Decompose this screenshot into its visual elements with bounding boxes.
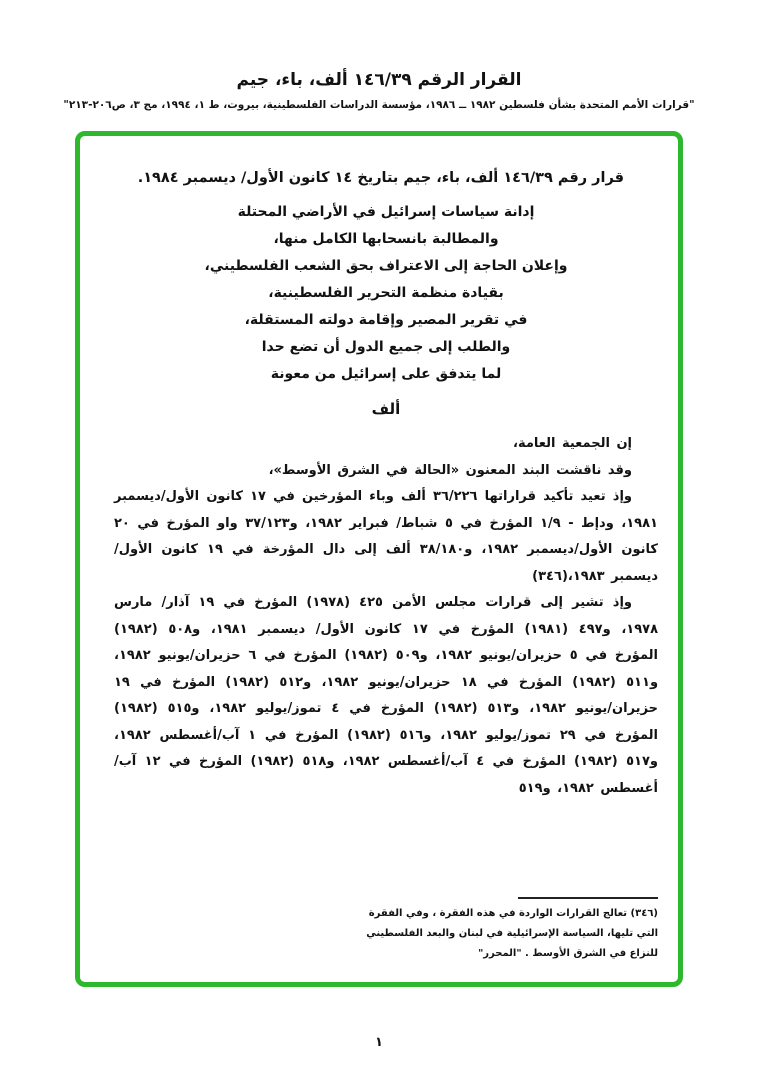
resolution-title-line: بقيادة منظمة التحرير الفلسطينية، <box>268 285 504 301</box>
resolution-title-block <box>114 199 658 388</box>
resolution-title-line: والمطالبة بانسحابها الكامل منها، <box>273 231 499 247</box>
resolution-title-line: والطلب إلى جميع الدول أن تضع حدا <box>261 339 511 355</box>
paragraph <box>114 431 658 458</box>
paragraph-lead: وقد ناقشت <box>556 462 632 478</box>
resolution-title-line: في تقرير المصير وإقامة دولته المستقلة، <box>244 312 528 328</box>
paragraph-text: قراراتها ٣٦/٢٢٦ ألف وباء المؤرخين في ١٧ كانون الأول/ديسمبر ١٩٨١، ودإط - ١/٩ المؤرخ في ٥ شباط/ فبراير ١٩٨٢، و٣٧/١٢٣ واو المؤرخ في ٢٠ كانون الأول/ديسمبر ١٩٨٢، و٣٨/١٨٠ ألف إلى دال المؤرخة في ١٩ كانون الأول/ ديسمبر ١٩٨٣،(٣٤٦) <box>114 489 658 584</box>
resolution-box <box>75 131 683 987</box>
source-citation: "قرارات الأمم المتحدة بشأن فلسطين ١٩٨٢ ــ ١٩٨٦، مؤسسة الدراسات الفلسطينية، بيروت، ط ١، ١٩٩٤، مج ٣، ص٢٠٦-٢١٣" <box>63 99 695 111</box>
paragraph-lead: إن الجمعية العامة، <box>513 436 632 451</box>
footnote <box>358 887 658 964</box>
resolution-body <box>114 431 658 802</box>
paragraph <box>114 590 658 802</box>
paragraph-lead: وإذ تشير <box>572 595 632 610</box>
paragraph <box>114 458 658 485</box>
paragraph-text: البند المعنون «الحالة في الشرق الأوسط»، <box>268 462 557 478</box>
paragraph-text: إلى قرارات مجلس الأمن ٤٢٥ (١٩٧٨) المؤرخ في ١٩ آذار/ مارس ١٩٧٨، و٤٩٧ (١٩٨١) المؤرخ في ١٧ كانون الأول/ ديسمبر ١٩٨١، و٥٠٨ (١٩٨٢) المؤرخ في ٥ حزيران/يونيو ١٩٨٢، و٥٠٩ (١٩٨٢) المؤرخ في ٦ حزيران/يونيو ١٩٨٢، و٥١١ (١٩٨٢) المؤرخ في ١٨ حزيران/يونيو ١٩٨٢، و٥١٢ (١٩٨٢) المؤرخ في ١٩ حزيران/يونيو ١٩٨٢، و٥١٣ (١٩٨٢) المؤرخ في ٤ تموز/يوليو ١٩٨٢، و٥١٥ (١٩٨٢) المؤرخ في ٢٩ تموز/يوليو ١٩٨٢، و٥١٦ (١٩٨٢) المؤرخ في ١ آب/أغسطس ١٩٨٢، و٥١٧ (١٩٨٢) المؤرخ في ٤ آب/أغسطس ١٩٨٢، و٥١٨ (١٩٨٢) المؤرخ في ١٢ آب/أغسطس ١٩٨٢، و٥١٩ <box>114 595 659 796</box>
document-header <box>0 0 758 111</box>
resolution-title-line: إدانة سياسات إسرائيل في الأراضي المحتلة <box>237 204 535 220</box>
resolution-title-line: وإعلان الحاجة إلى الاعتراف بحق الشعب الفلسطيني، <box>204 258 568 274</box>
section-label: ألف <box>371 400 401 418</box>
document-title: القرار الرقم ١٤٦/٣٩ ألف، باء، جيم <box>236 70 522 90</box>
paragraph-lead: وإذ تعيد تأكيد <box>543 489 632 504</box>
footnote-text: (٣٤٦) تعالج القرارات الواردة في هذه الفقرة ، وفي الفقرة التي تليها، السياسة الإسرائيلية في لبنان والبعد الفلسطيني للنزاع في الشرق الأوسط . "المحرر" <box>366 908 658 959</box>
resolution-title-line: لما يتدفق على إسرائيل من معونة <box>270 366 502 382</box>
paragraph <box>114 484 658 590</box>
page-number: ١ <box>375 1035 383 1050</box>
footnote-separator <box>518 897 658 899</box>
resolution-intro: قرار رقم ١٤٦/٣٩ ألف، باء، جيم بتاريخ ١٤ كانون الأول/ ديسمبر ١٩٨٤. <box>137 170 624 186</box>
